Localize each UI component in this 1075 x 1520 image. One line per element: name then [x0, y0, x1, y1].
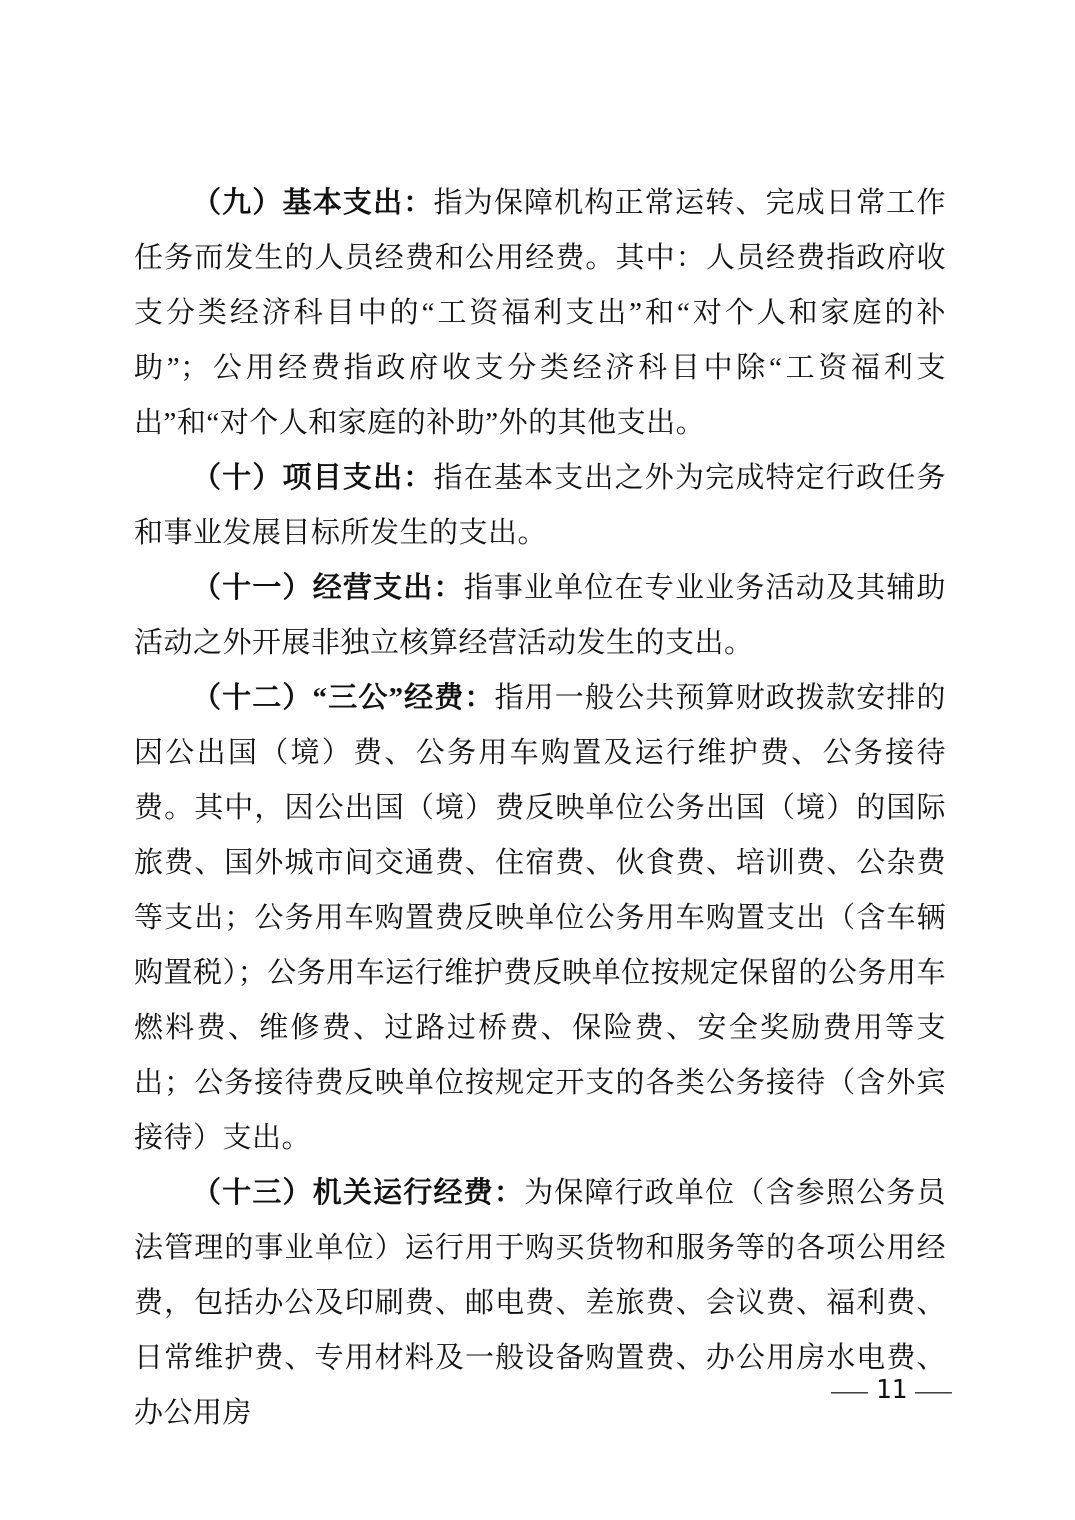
paragraph-text: 指事业单位在专业业务活动及其辅助活动之外开展非独立核算经营活动发生的支出。	[134, 572, 946, 659]
footer-dash-left: —	[830, 1375, 868, 1405]
paragraph-lead: （十）项目支出：	[192, 462, 434, 494]
paragraph-lead: （九）基本支出：	[192, 187, 434, 219]
paragraph-lead: （十一）经营支出：	[192, 572, 464, 604]
page-footer	[830, 1374, 952, 1406]
footer-dash-right: —	[915, 1375, 952, 1405]
paragraph-three-public-funds	[134, 671, 946, 1166]
document-body	[134, 176, 946, 1441]
paragraph-project-expenditure	[134, 451, 946, 561]
paragraph-operating-expenditure	[134, 561, 946, 671]
paragraph-text: 指为保障机构正常运转、完成日常工作任务而发生的人员经费和公用经费。其中：人员经费指政府收支分类经济科目中的“工资福利支出”和“对个人和家庭的补助”；公用经费指政府收支分类经济科目中除“工资福利支出”和“对个人和家庭的补助”外的其他支出。	[134, 187, 946, 439]
paragraph-text: 为保障行政单位（含参照公务员法管理的事业单位）运行用于购买货物和服务等的各项公用经费，包括办公及印刷费、邮电费、差旅费、会议费、福利费、日常维护费、专用材料及一般设备购置费、办公用房水电费、办公用房	[134, 1177, 946, 1429]
paragraph-lead: （十二）“三公”经费：	[192, 682, 495, 714]
paragraph-lead: （十三）机关运行经费：	[192, 1177, 525, 1209]
paragraph-agency-operating-funds	[134, 1166, 946, 1441]
paragraph-basic-expenditure	[134, 176, 946, 451]
paragraph-text: 指用一般公共预算财政拨款安排的因公出国（境）费、公务用车购置及运行维护费、公务接待费。其中，因公出国（境）费反映单位公务出国（境）的国际旅费、国外城市间交通费、住宿费、伙食费、培训费、公杂费等支出；公务用车购置费反映单位公务用车购置支出（含车辆购置税）；公务用车运行维护费反映单位按规定保留的公务用车燃料费、维修费、过路过桥费、保险费、安全奖励费用等支出；公务接待费反映单位按规定开支的各类公务接待（含外宾接待）支出。	[134, 682, 946, 1154]
page-number: 11	[875, 1375, 907, 1405]
paragraph-text: 指在基本支出之外为完成特定行政任务和事业发展目标所发生的支出。	[134, 462, 946, 549]
